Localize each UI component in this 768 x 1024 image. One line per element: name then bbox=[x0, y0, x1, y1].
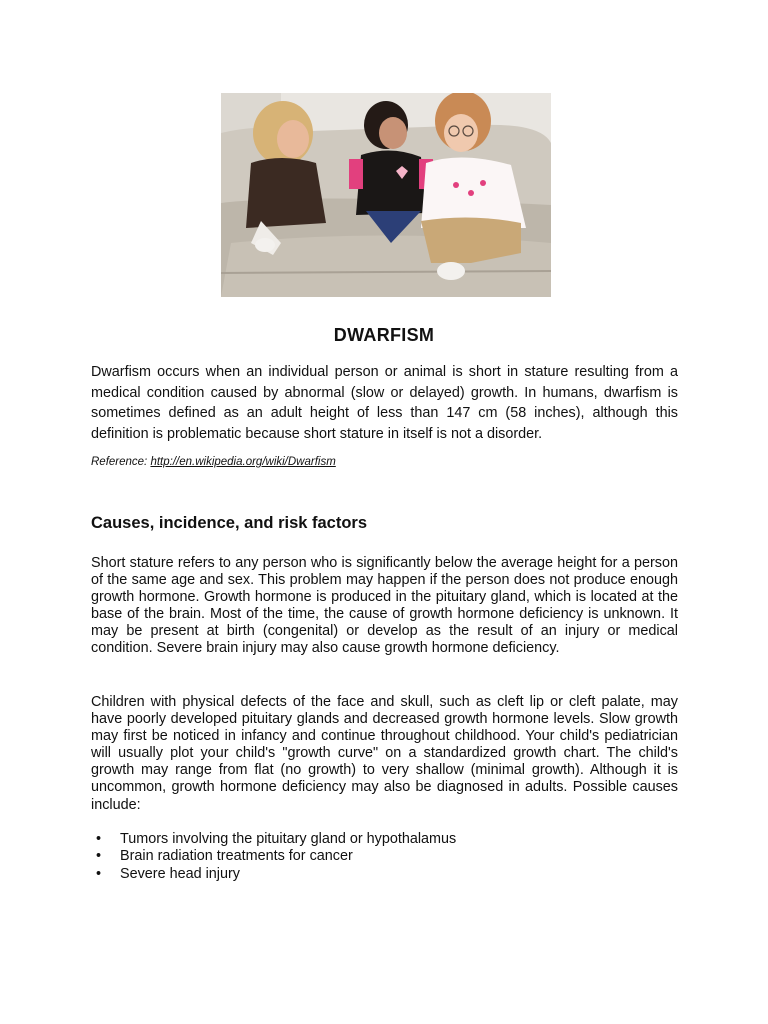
reference-line bbox=[91, 456, 336, 468]
reference-link[interactable]: http://en.wikipedia.org/wiki/Dwarfism bbox=[150, 456, 336, 468]
bullet-icon: • bbox=[96, 831, 102, 847]
photo-illustration bbox=[221, 93, 551, 297]
bullet-icon: • bbox=[96, 848, 102, 865]
page-title: DWARFISM bbox=[333, 325, 435, 345]
section-heading: Causes, incidence, and risk factors bbox=[91, 514, 368, 532]
causes-list bbox=[91, 831, 456, 883]
bullet-icon: • bbox=[96, 865, 102, 882]
list-item: • Brain radiation treatments for cancer bbox=[96, 848, 353, 865]
reference-label: Reference: bbox=[91, 456, 151, 468]
paragraph-children-defects: Children with physical defects of the face and skull, such as cleft lip or cleft palate, may have poorly developed pituitary glands and decreased growth hormone levels. Slow growth may first be noticed in infancy and continue throughout childhood. Your child's pediatrician will usually plot your child's "growth curve" on a standardized growth chart. The child's growth may range from flat (no growth) to very shallow (minimal growth). Although it is uncommon, growth hormone deficiency may also be diagnosed in adults. Possible causes include: bbox=[91, 694, 678, 813]
paragraph-short-stature: Short stature refers to any person who is significantly below the average height for a person of the same age and sex. This problem may happen if the person does not produce enough growth hormone. Growth hormone is produced in the pituitary gland, which is located at the base of the brain. Most of the time, the cause of growth hormone deficiency is unknown. It may be present at birth (congenital) or develop as the result of an injury or medical condition. Severe brain injury may also cause growth hormone deficiency. bbox=[91, 555, 678, 657]
photo-three-girls-on-sofa bbox=[221, 93, 551, 297]
list-item: • Severe head injury bbox=[96, 865, 240, 882]
intro-paragraph: Dwarfism occurs when an individual person or animal is short in stature resulting from a medical condition caused by abnormal (slow or delayed) growth. In humans, dwarfism is sometimes defined as an adult height of less than 147 cm (58 inches), although this definition is problematic because short stature in itself is not a disorder. bbox=[91, 364, 678, 442]
list-item: • Tumors involving the pituitary gland or hypothalamus bbox=[96, 831, 457, 847]
